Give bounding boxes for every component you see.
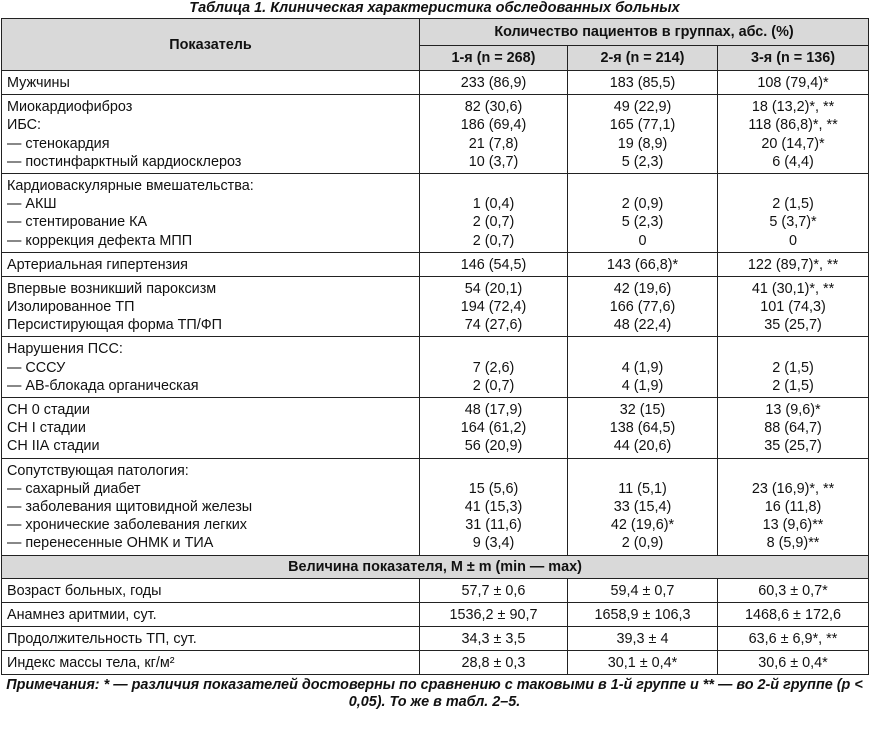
group-3-cell-line: 122 (89,7)*, ** [747,256,839,273]
group-1-cell-line: 233 (86,9) [460,75,527,91]
group-2-cell-line: 48 (22,4) [613,317,672,334]
indicator-cell-line: Кардиоваскулярные вмешательства: [7,177,254,194]
group-3-cell [718,95,869,174]
group-1-cell-line: 28,8 ± 0,3 [461,655,526,672]
indicator-cell-line: — перенесенные ОНМК и ТИА [7,535,214,552]
group-2-cell-line: 165 (77,1) [609,117,676,134]
group-2-cell-line: 59,4 ± 0,7 [610,582,675,599]
indicator-cell-line: Персистирующая форма ТП/ФП [7,317,223,334]
group-2-cell-line: 19 (8,9) [617,135,668,152]
table-row [2,71,869,95]
indicator-cell [2,95,420,174]
group-3-cell-line: 18 (13,2)*, ** [751,99,835,116]
group-3-cell [718,71,869,95]
group-2-cell-line: 138 (64,5) [609,420,676,437]
table-notes: Примечания: * — различия показателей достоверны по сравнению с таковыми в 1-й группе и ** — во 2-й группе (р < 0,05). То же в табл. 2–5. [6,677,863,711]
indicator-cell-line: — стенокардия [7,135,110,152]
group-1-cell-line: 2 (0,7) [472,377,515,394]
group-3-cell-line: 88 (64,7) [764,420,822,437]
indicator-cell-line: — АВ-блокада органическая [7,377,199,394]
indicator-cell-line: — хронические заболевания легких [7,517,247,534]
clinical-characteristics-table [1,18,869,675]
indicator-cell-line: — коррекция дефекта МПП [7,232,193,249]
indicator-cell-line: — АКШ [7,196,57,213]
group-1-cell-line: 41 (15,3) [464,498,523,515]
table-row [2,95,869,174]
indicator-cell [2,276,420,337]
indicator-cell-line: Анамнез аритмии, сут. [7,606,157,623]
group-2-cell [568,398,718,459]
group-3-cell-line: 63,6 ± 6,9*, ** [748,630,838,647]
indicator-cell-line: Сопутствующая патология: [7,462,189,479]
group-1-cell-line [424,462,563,480]
indicator-cell-line: — заболевания щитовидной железы [7,498,253,515]
group-1-cell-line: 2 (0,7) [472,214,515,231]
indicator-cell [2,458,420,555]
group-1-cell [420,458,568,555]
group-3-cell-line: 2 (1,5) [772,359,814,376]
indicator-cell [2,173,420,252]
table-row [2,651,869,675]
group-3-cell [718,337,869,398]
group-3-cell-line: 2 (1,5) [772,196,814,213]
indicator-cell-line: Миокардиофиброз [7,99,133,116]
group-3-cell-line: 6 (4,4) [772,153,814,170]
group-1-header: 1-я (n = 268) [420,46,568,71]
group-2-cell-line: 5 (2,3) [621,214,664,231]
group-2-cell [568,578,718,602]
group-1-cell-line: 56 (20,9) [464,438,523,455]
group-3-cell-line: 20 (14,7)* [761,135,825,152]
group-2-cell [568,173,718,252]
indicator-cell [2,337,420,398]
group-2-cell-line: 183 (85,5) [609,75,676,91]
group-2-cell [568,252,718,276]
indicator-cell-line: Изолированное ТП [7,299,135,316]
indicator-header: Показатель [2,19,420,71]
group-1-cell-line: 15 (5,6) [468,480,519,497]
group-3-cell-line: 13 (9,6)* [765,402,821,418]
group-3-cell-line: 30,6 ± 0,4* [758,655,828,672]
group-3-cell-line: 101 (74,3) [760,299,826,316]
table-row [2,276,869,337]
group-2-cell-line: 166 (77,6) [609,299,676,316]
group-1-cell-line: 57,7 ± 0,6 [461,582,526,599]
group-3-cell [718,458,869,555]
group-3-cell [718,173,869,252]
indicator-cell [2,398,420,459]
group-1-cell-line: 82 (30,6) [464,99,523,116]
group-1-cell-line: 31 (11,6) [465,517,522,534]
indicator-cell-line: Индекс массы тела, кг/м² [7,655,175,672]
table-caption: Таблица 1. Клиническая характеристика обследованных больных [189,0,680,16]
group-3-cell-line: 13 (9,6)** [762,517,824,534]
group-1-cell-line: 48 (17,9) [464,402,523,418]
table-row [2,602,869,626]
group-2-cell [568,651,718,675]
group-2-cell [568,71,718,95]
group-2-cell [568,626,718,650]
group-2-cell-line: 4 (1,9) [621,359,664,376]
group-1-cell-line: 74 (27,6) [464,317,523,334]
indicator-cell-line: — СССУ [7,359,66,376]
table-row [2,626,869,650]
indicator-cell [2,626,420,650]
group-3-cell [718,398,869,459]
group-3-cell [718,651,869,675]
group-1-cell-line: 34,3 ± 3,5 [461,630,526,647]
table-body-counts [2,71,869,556]
indicator-cell [2,252,420,276]
group-2-cell [568,602,718,626]
group-3-cell [718,602,869,626]
group-1-cell-line: 9 (3,4) [472,535,515,552]
group-2-cell-line: 32 (15) [619,402,666,418]
group-1-cell [420,651,568,675]
group-3-cell [718,276,869,337]
group-2-cell-line: 49 (22,9) [613,99,672,116]
group-1-cell [420,95,568,174]
group-2-cell-line: 42 (19,6) [613,280,672,297]
indicator-cell [2,602,420,626]
group-3-cell-line: 118 (86,8)*, ** [748,117,838,134]
group-1-cell [420,252,568,276]
group-3-cell-line: 5 (3,7)* [769,214,817,231]
indicator-cell-line: Артериальная гипертензия [7,256,188,273]
group-1-cell-line [424,177,563,195]
group-2-cell-line: 1658,9 ± 106,3 [594,606,691,623]
group-2-cell-line: 143 (66,8)* [606,256,679,273]
group-1-cell-line: 164 (61,2) [460,420,527,437]
group-3-cell-line: 1468,6 ± 172,6 [745,606,841,623]
group-2-cell [568,95,718,174]
values-subheader: Величина показателя, M ± m (min — max) [2,555,869,578]
group-2-cell-line: 2 (0,9) [621,535,664,552]
table-row [2,398,869,459]
group-2-cell [568,276,718,337]
table-row [2,578,869,602]
group-3-cell-line: 35 (25,7) [764,438,822,455]
group-2-cell [568,458,718,555]
group-3-cell-line: 23 (16,9)*, ** [751,480,835,497]
group-1-cell [420,276,568,337]
group-3-cell-line: 0 [789,232,798,249]
group-2-cell-line [572,340,713,358]
group-3-cell-line: 60,3 ± 0,7* [758,582,828,599]
group-3-cell-line [722,340,864,358]
group-1-cell [420,173,568,252]
indicator-cell-line: — сахарный диабет [7,480,141,497]
table-row [2,173,869,252]
group-1-cell-line: 2 (0,7) [472,232,515,249]
group-1-cell-line: 146 (54,5) [460,256,527,273]
group-1-cell-line [424,340,563,358]
group-2-cell-line: 39,3 ± 4 [616,630,669,647]
group-1-cell [420,337,568,398]
indicator-cell-line: Продолжительность ТП, сут. [7,630,197,647]
group-3-cell [718,578,869,602]
group-3-cell-line: 35 (25,7) [764,317,822,334]
group-2-cell-line: 5 (2,3) [621,153,664,170]
group-1-cell [420,602,568,626]
group-2-cell-line: 44 (20,6) [613,438,672,455]
indicator-cell-line: ИБС: [7,117,42,134]
indicator-cell-line: СН I стадии [7,420,86,437]
group-3-cell-line: 8 (5,9)** [766,535,820,552]
group-2-cell-line [572,462,713,480]
group-3-cell-line: 108 (79,4)* [757,75,829,91]
group-1-cell-line: 194 (72,4) [460,299,527,316]
group-2-cell-line: 30,1 ± 0,4* [607,655,678,672]
group-1-cell [420,578,568,602]
group-3-header: 3-я (n = 136) [718,46,869,71]
table-body-values [2,578,869,675]
group-3-cell-line: 2 (1,5) [772,377,814,394]
group-1-cell-line: 10 (3,7) [468,153,519,170]
group-1-cell-line: 21 (7,8) [468,135,519,152]
table-row [2,337,869,398]
group-2-cell [568,337,718,398]
group-1-cell-line: 1 (0,4) [472,196,515,213]
table-row [2,458,869,555]
group-2-cell-line: 11 (5,1) [618,480,667,497]
group-1-cell [420,71,568,95]
indicator-cell [2,651,420,675]
indicator-cell [2,578,420,602]
group-3-cell [718,626,869,650]
group-3-cell-line: 16 (11,8) [764,498,822,515]
indicator-cell-line: — постинфарктный кардиосклероз [7,153,242,170]
indicator-cell-line: Нарушения ПСС: [7,341,123,358]
group-1-cell [420,626,568,650]
group-1-cell-line: 7 (2,6) [472,359,515,376]
indicator-cell-line: — стентирование КА [7,214,148,231]
indicator-cell-line: Впервые возникший пароксизм [7,280,217,297]
indicator-cell-line: Возраст больных, годы [7,582,162,599]
group-1-cell [420,398,568,459]
group-2-cell-line: 42 (19,6)* [610,517,675,534]
group-3-cell-line [722,462,864,480]
group-2-cell-line: 0 [638,232,647,249]
group-3-cell [718,252,869,276]
indicator-cell-line: СН IIА стадии [7,438,100,455]
table-row [2,252,869,276]
group-2-cell-line [572,177,713,195]
group-3-cell-line: 41 (30,1)*, ** [751,280,835,297]
group-3-cell-line [722,177,864,195]
group-2-header: 2-я (n = 214) [568,46,718,71]
indicator-cell-line: Мужчины [7,75,70,91]
group-1-cell-line: 1536,2 ± 90,7 [449,606,538,623]
group-2-cell-line: 4 (1,9) [621,377,664,394]
group-2-cell-line: 2 (0,9) [621,196,664,213]
group-1-cell-line: 54 (20,1) [464,280,523,297]
group-2-cell-line: 33 (15,4) [613,498,672,515]
groups-title-header: Количество пациентов в группах, абс. (%) [420,19,869,46]
indicator-cell [2,71,420,95]
indicator-cell-line: СН 0 стадии [7,402,90,418]
group-1-cell-line: 186 (69,4) [460,117,527,134]
